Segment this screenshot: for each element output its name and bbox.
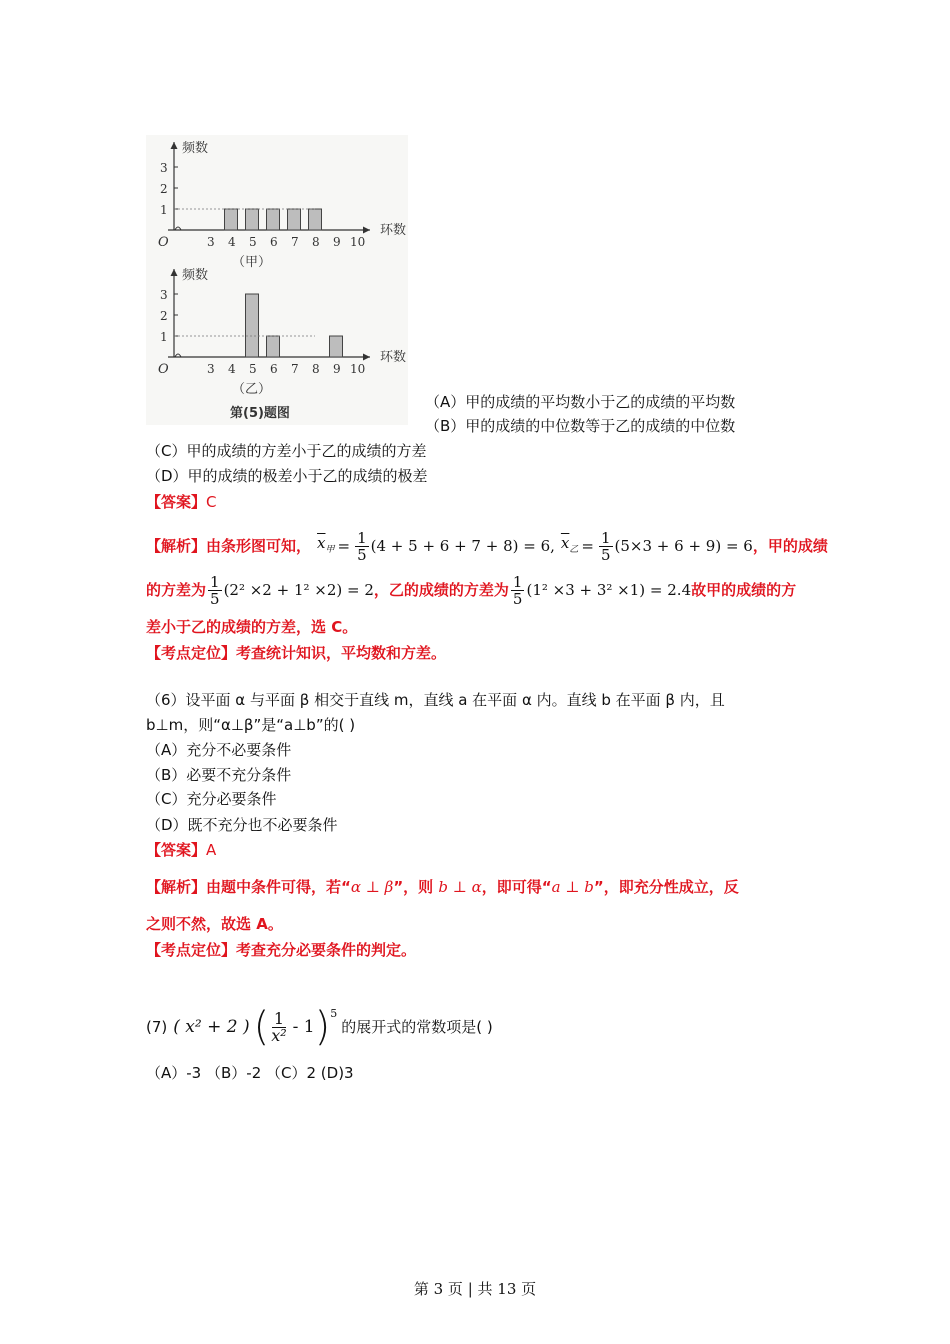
q5-option-a: （A）甲的成绩的平均数小于乙的成绩的平均数 — [425, 393, 736, 411]
x-axis-label: 环数 — [380, 223, 407, 238]
bar-a-5 — [246, 209, 259, 230]
q6-stem-line-1: （6）设平面 α 与平面 β 相交于直线 m，直线 a 在平面 α 内。直线 b 在平面 β 内，且 — [146, 691, 725, 709]
q6-answer — [146, 840, 216, 860]
analysis-text: ”，即充分性成立，反 — [593, 878, 739, 896]
x-tick-label: 3 — [207, 235, 215, 249]
mean-b-expr: (5×3 + 6 + 9) = 6 — [614, 537, 753, 555]
answer-tag: 【答案】 — [146, 493, 207, 511]
bar-b-6 — [267, 336, 280, 357]
chart-caption: （乙） — [232, 382, 272, 397]
y-axis-label: 频数 — [182, 141, 209, 156]
x-tick-label: 10 — [350, 362, 366, 376]
y-tick-label: 3 — [160, 288, 168, 302]
bar-charts-svg — [146, 135, 408, 425]
chart-caption: （甲） — [232, 255, 272, 270]
x-tick-label: 4 — [228, 362, 236, 376]
paren-open: ( — [253, 1004, 270, 1050]
q5-analysis-line-1: 【解析】 由条形图可知， $\overline{x}_甲$ = $\frac{1}{5}$ (4 + 5 + 6 + 7 + 8) = 6, $\overline{x}_乙$ = $\frac{1}{5}$ (5×3 + 6 + 9) = 6 ，甲的成绩 — [146, 528, 828, 564]
q5-option-d: （D）甲的成绩的极差小于乙的成绩的极差 — [146, 467, 428, 485]
fraction-one-fifth: $\frac{1}{5}$ — [210, 572, 220, 608]
q5-kaodian — [146, 643, 446, 663]
origin-label: O — [158, 362, 169, 377]
x-tick-label: 6 — [270, 235, 278, 249]
var-a-expr: (2² ×2 + 1² ×2) = 2 — [223, 581, 374, 599]
q7-exponent: 5 — [330, 1007, 338, 1020]
analysis-intro: 由条形图可知， — [206, 537, 312, 555]
y-tick-label: 1 — [160, 203, 168, 217]
x-tick-label: 10 — [350, 235, 366, 249]
analysis-text: ，即可得“ — [481, 878, 552, 896]
y-tick-label: 2 — [160, 309, 168, 323]
var-b-prefix: ，乙的成绩的方差为 — [373, 581, 509, 599]
kaodian-tag: 【考点定位】 — [146, 644, 237, 662]
bar-a-7 — [288, 209, 301, 230]
q6-analysis-line-1 — [146, 877, 739, 897]
x-tick-label: 9 — [333, 235, 341, 249]
bar-b-9 — [330, 336, 343, 357]
kaodian-text: 考查充分必要条件的判定。 — [236, 941, 417, 959]
q6-option-c: （C）充分必要条件 — [146, 790, 277, 808]
analysis-text: 由题中条件可得，若“ — [206, 878, 351, 896]
condition-a-perp-b: a ⊥ b — [551, 878, 594, 896]
q6-option-a: （A）充分不必要条件 — [146, 741, 292, 759]
analysis-tag: 【解析】 — [146, 878, 207, 896]
kaodian-tag: 【考点定位】 — [146, 941, 237, 959]
analysis-tag: 【解析】 — [146, 537, 207, 555]
q7-expr-left: ( x² + 2 ) — [173, 1017, 250, 1037]
y-axis-label: 频数 — [182, 268, 209, 283]
q5-conclusion: 差小于乙的成绩的方差，选 C。 — [146, 618, 358, 636]
y-tick-label: 1 — [160, 330, 168, 344]
mean-b-symbol: $\overline{x}_乙$ — [560, 533, 579, 555]
mean-a-symbol: $\overline{x}_甲$ — [317, 533, 335, 555]
var-suffix: 故甲的成绩的方 — [691, 581, 797, 599]
figure-label: 第(5)题图 — [230, 406, 290, 421]
x-axis-label: 环数 — [380, 350, 407, 365]
analysis-mid: ，甲的成绩 — [752, 537, 828, 555]
q7-frac-tail: - 1 — [292, 1017, 315, 1037]
answer-tag: 【答案】 — [146, 841, 207, 859]
q5-option-b: （B）甲的成绩的中位数等于乙的成绩的中位数 — [425, 417, 736, 435]
page-footer: 第 3 页 | 共 13 页 — [413, 1280, 537, 1298]
q5-option-c: （C）甲的成绩的方差小于乙的成绩的方差 — [146, 442, 427, 460]
bar-a-6 — [267, 209, 280, 230]
q7-options: （A）-3 （B）-2 （C）2 (D)3 — [146, 1064, 354, 1082]
condition-b-perp-alpha: b ⊥ α — [438, 878, 482, 896]
var-a-prefix: 的方差为 — [146, 581, 207, 599]
mean-a-expr: (4 + 5 + 6 + 7 + 8) = 6, — [370, 537, 555, 555]
q6-option-b: （B）必要不充分条件 — [146, 766, 292, 784]
var-b-expr: (1² ×3 + 3² ×1) = 2.4 — [526, 581, 692, 599]
q5-answer — [146, 492, 217, 512]
q6-kaodian — [146, 940, 416, 960]
q7-stem-tail: 的展开式的常数项是( ) — [341, 1018, 493, 1036]
fraction-one-fifth: $\frac{1}{5}$ — [600, 528, 611, 564]
x-tick-label: 3 — [207, 362, 215, 376]
q7-fraction: $\frac{1}{\text{x²}}$ — [271, 1008, 287, 1045]
q6-analysis-line-2: 之则不然，故选 A。 — [146, 915, 283, 933]
x-tick-label: 7 — [291, 362, 299, 376]
q7-number: (7) — [146, 1018, 168, 1036]
paren-close: ) — [314, 1004, 331, 1050]
x-tick-label: 9 — [333, 362, 341, 376]
kaodian-text: 考查统计知识，平均数和方差。 — [236, 644, 447, 662]
x-tick-label: 5 — [249, 235, 257, 249]
x-tick-label: 8 — [312, 362, 320, 376]
q6-stem-line-2: b⊥m，则“α⊥β”是“a⊥b”的( ) — [146, 716, 356, 734]
x-tick-label: 5 — [249, 362, 257, 376]
bar-a-4 — [225, 209, 238, 230]
y-tick-label: 3 — [160, 161, 168, 175]
x-tick-label: 6 — [270, 362, 278, 376]
q6-option-d: （D）既不充分也不必要条件 — [146, 816, 338, 834]
bar-chart-figure — [146, 135, 408, 425]
fraction-one-fifth: $\frac{1}{5}$ — [512, 572, 523, 608]
condition-alpha-perp-beta: α ⊥ β — [350, 878, 394, 896]
origin-label: O — [158, 235, 169, 250]
bar-b-5 — [246, 294, 259, 357]
q7-stem — [146, 1002, 493, 1052]
fraction-one-fifth: $\frac{1}{5}$ — [357, 528, 367, 564]
answer-value: A — [206, 841, 217, 859]
bar-a-8 — [309, 209, 322, 230]
y-tick-label: 2 — [160, 182, 168, 196]
q5-analysis-line-2 — [146, 572, 796, 608]
x-tick-label: 7 — [291, 235, 299, 249]
answer-value: C — [206, 493, 217, 511]
x-tick-label: 4 — [228, 235, 236, 249]
analysis-text: ”，则 — [393, 878, 439, 896]
x-tick-label: 8 — [312, 235, 320, 249]
